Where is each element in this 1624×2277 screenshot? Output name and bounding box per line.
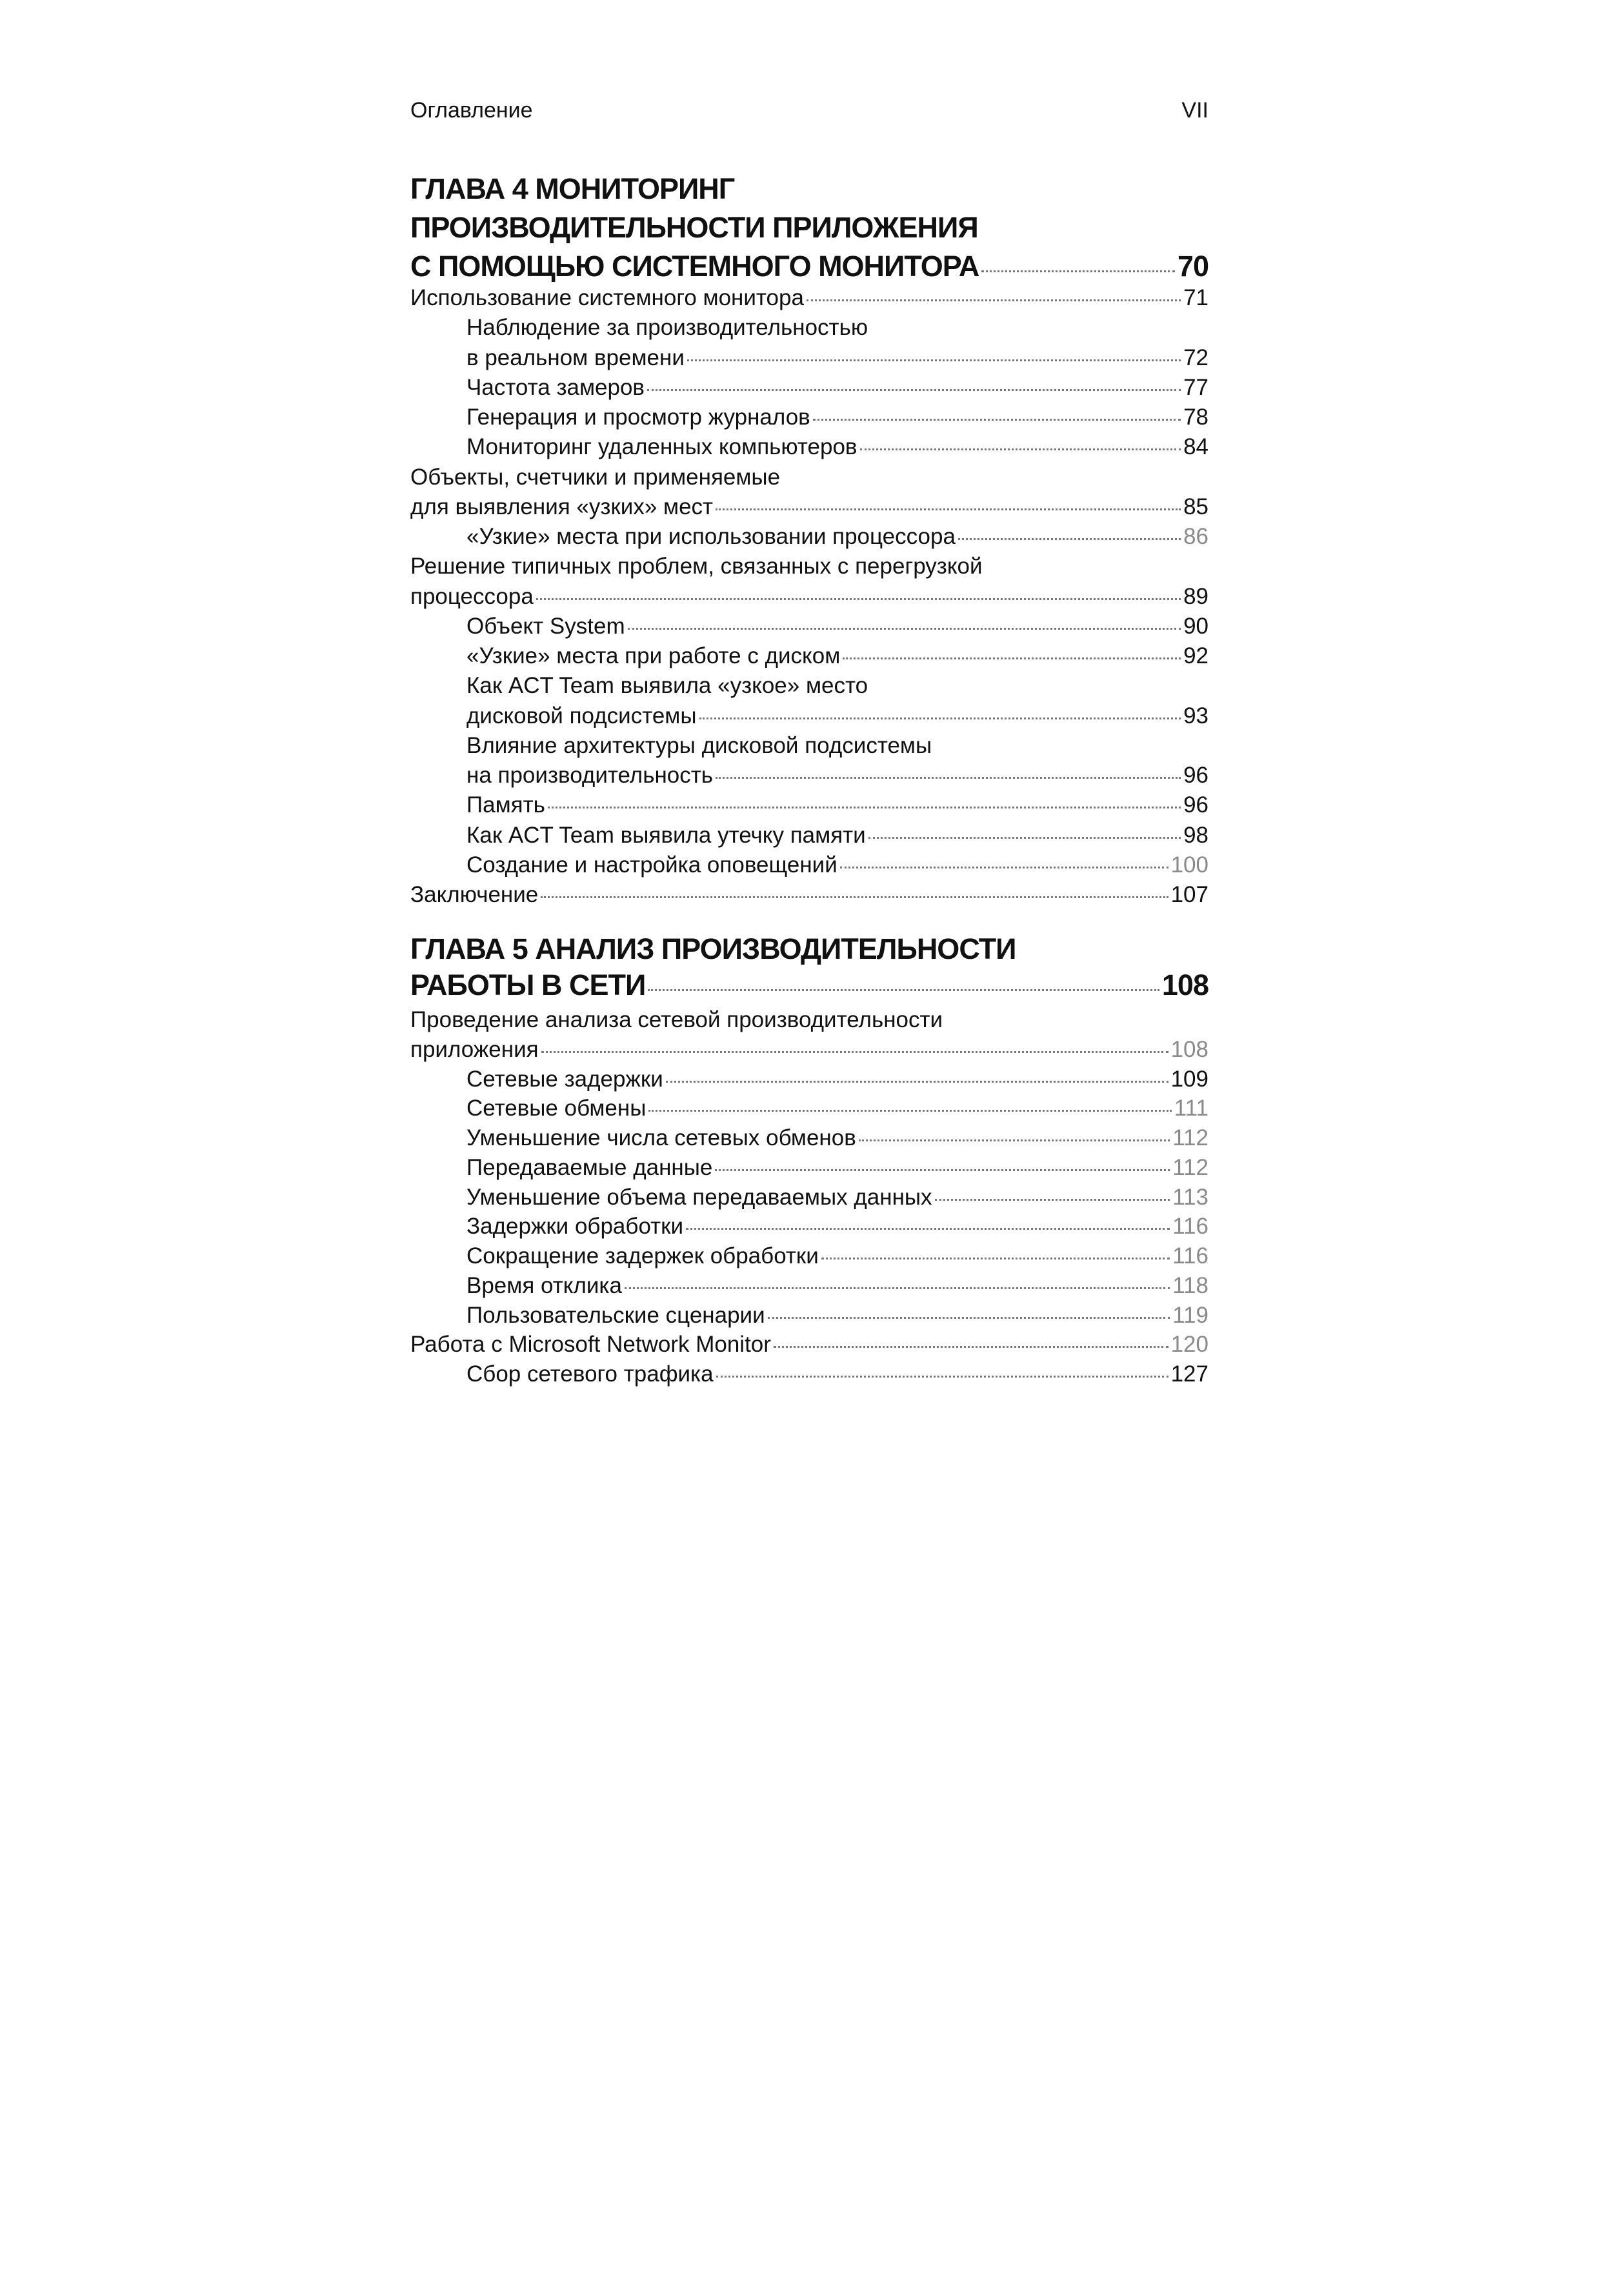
chapter-title-text: С ПОМОЩЬЮ СИСТЕМНОГО МОНИТОРА xyxy=(410,250,979,283)
toc-entry-text: «Узкие» места при использовании процессора xyxy=(466,524,956,549)
toc-entry-text: Как ACT Team выявила утечку памяти xyxy=(466,822,866,848)
dot-leader xyxy=(807,299,1181,301)
toc-page-number: 100 xyxy=(1170,852,1208,878)
page-number: VII xyxy=(1181,98,1208,123)
toc-entry-line xyxy=(410,463,1208,492)
toc-entry xyxy=(410,1241,1208,1271)
toc-entry-text: Сбор сетевого трафика xyxy=(466,1361,714,1387)
toc-page-number: 113 xyxy=(1172,1184,1208,1210)
toc-entry-text: в реальном времени xyxy=(466,345,685,370)
dot-leader xyxy=(958,538,1181,540)
chapter-title-text: ГЛАВА 5 АНАЛИЗ ПРОИЗВОДИТЕЛЬНОСТИ xyxy=(410,932,1016,965)
toc-entry-line xyxy=(410,552,1208,581)
dot-leader xyxy=(686,1228,1170,1230)
toc-page-number: 89 xyxy=(1183,583,1208,609)
toc-entry xyxy=(410,1359,1208,1389)
toc-entry-text: Сетевые обмены xyxy=(466,1096,647,1121)
toc-page-number: 78 xyxy=(1183,405,1208,430)
dot-leader xyxy=(716,1376,1168,1378)
toc-entry xyxy=(410,432,1208,462)
toc-entry-line xyxy=(410,671,1208,701)
dot-leader xyxy=(648,1110,1171,1112)
toc-page-number: 92 xyxy=(1183,643,1208,668)
toc-entry-text: на производительность xyxy=(466,763,714,788)
toc-entry xyxy=(410,522,1208,552)
dot-leader xyxy=(981,270,1175,272)
toc-page-number: 108 xyxy=(1170,1036,1208,1062)
toc-page-number: 118 xyxy=(1172,1272,1208,1298)
toc-entry xyxy=(410,761,1208,790)
chapter-title-text: ПРОИЗВОДИТЕЛЬНОСТИ ПРИЛОЖЕНИЯ xyxy=(410,211,978,244)
toc-entry-text: Влияние архитектуры дисковой подсистемы xyxy=(466,732,932,758)
toc-entry xyxy=(410,1123,1208,1153)
toc-page-number: 116 xyxy=(1172,1214,1208,1239)
dot-leader xyxy=(536,598,1181,600)
toc-entry xyxy=(410,850,1208,880)
toc-page-number: 77 xyxy=(1183,374,1208,400)
toc-entry-text: Объекты, счетчики и применяемые xyxy=(410,464,781,490)
dot-leader xyxy=(648,989,1159,991)
toc-page-number: 86 xyxy=(1183,524,1208,549)
chapter-heading-line xyxy=(410,247,1208,286)
chapter-page-number: 70 xyxy=(1177,250,1208,283)
toc-entry xyxy=(410,582,1208,612)
toc-page-number: 85 xyxy=(1183,494,1208,519)
toc-entry-text: Пользовательские сценарии xyxy=(466,1302,765,1328)
toc-page-number: 119 xyxy=(1172,1302,1208,1328)
toc-entry xyxy=(410,1153,1208,1183)
toc-entry-text: для выявления «узких» мест xyxy=(410,494,714,519)
toc-entry-text: Память xyxy=(466,792,545,818)
toc-entry-text: процессора xyxy=(410,583,534,609)
toc-entry xyxy=(410,1212,1208,1241)
toc-entry xyxy=(410,880,1208,910)
dot-leader xyxy=(699,717,1181,719)
toc-entry-text: Объект System xyxy=(466,613,625,639)
chapter-heading-line xyxy=(410,208,1208,247)
toc-entry-text: Проведение анализа сетевой производительности xyxy=(410,1007,943,1032)
toc-page-number: 111 xyxy=(1174,1096,1208,1121)
toc-entry-text: Решение типичных проблем, связанных с перегрузкой xyxy=(410,554,983,579)
dot-leader xyxy=(687,359,1181,361)
toc-entry xyxy=(410,701,1208,731)
toc-page-number: 90 xyxy=(1183,613,1208,639)
chapter-title-text: РАБОТЫ В СЕТИ xyxy=(410,968,646,1001)
chapter-5-heading xyxy=(410,931,1208,1003)
toc-page-number: 84 xyxy=(1183,434,1208,460)
toc-entry-text: Задержки обработки xyxy=(466,1214,684,1239)
dot-leader xyxy=(935,1199,1170,1201)
toc-entry-text: Время отклика xyxy=(466,1272,622,1298)
dot-leader xyxy=(813,419,1181,421)
toc-entry-line xyxy=(410,1005,1208,1035)
chapter-4-heading xyxy=(410,170,1208,286)
dot-leader xyxy=(860,448,1181,450)
toc-entry xyxy=(410,790,1208,820)
toc-entry-text: Мониторинг удаленных компьютеров xyxy=(466,434,857,460)
toc-page-number: 109 xyxy=(1170,1066,1208,1092)
toc-page-number: 98 xyxy=(1183,822,1208,848)
dot-leader xyxy=(625,1287,1170,1289)
chapter-4-entries xyxy=(410,283,1208,910)
toc-entry xyxy=(410,403,1208,432)
toc-entry xyxy=(410,1065,1208,1094)
dot-leader xyxy=(548,807,1181,808)
toc-page-number: 96 xyxy=(1183,763,1208,788)
toc-entry-text: «Узкие» места при работе с диском xyxy=(466,643,841,668)
toc-entry xyxy=(410,1094,1208,1123)
chapter-heading-line xyxy=(410,931,1208,967)
dot-leader xyxy=(768,1317,1170,1319)
running-header xyxy=(410,98,1208,123)
toc-page-number: 112 xyxy=(1172,1125,1208,1150)
toc-entry-text: Уменьшение объема передаваемых данных xyxy=(466,1184,932,1210)
toc-entry xyxy=(410,641,1208,671)
toc-page-number: 72 xyxy=(1183,345,1208,370)
toc-entry-line xyxy=(410,731,1208,761)
dot-leader xyxy=(541,896,1168,898)
toc-entry-text: Использование системного монитора xyxy=(410,285,804,310)
toc-page-number: 107 xyxy=(1170,882,1208,907)
toc-entry xyxy=(410,1271,1208,1301)
dot-leader xyxy=(859,1139,1170,1141)
dot-leader xyxy=(666,1081,1168,1083)
dot-leader xyxy=(628,628,1181,630)
toc-entry-text: Уменьшение числа сетевых обменов xyxy=(466,1125,856,1150)
toc-entry xyxy=(410,821,1208,850)
toc-entry-text: Генерация и просмотр журналов xyxy=(466,405,810,430)
toc-entry-text: Сокращение задержек обработки xyxy=(466,1243,819,1269)
chapter-title-text: ГЛАВА 4 МОНИТОРИНГ xyxy=(410,172,735,205)
toc-entry xyxy=(410,1183,1208,1212)
running-header-title: Оглавление xyxy=(410,98,533,123)
toc-page-number: 120 xyxy=(1170,1332,1208,1358)
toc-entry-text: Наблюдение за производительностью xyxy=(466,315,868,341)
toc-entry-text: дисковой подсистемы xyxy=(466,703,697,728)
toc-entry-line xyxy=(410,313,1208,343)
dot-leader xyxy=(840,867,1168,868)
dot-leader xyxy=(715,1169,1170,1171)
dot-leader xyxy=(716,508,1181,510)
dot-leader xyxy=(647,389,1181,391)
toc-page-number: 127 xyxy=(1170,1361,1208,1387)
toc-entry xyxy=(410,1301,1208,1330)
toc-entry xyxy=(410,492,1208,522)
dot-leader xyxy=(843,657,1181,659)
toc-entry xyxy=(410,1035,1208,1065)
dot-leader xyxy=(821,1258,1170,1259)
toc-page-number: 96 xyxy=(1183,792,1208,818)
toc-entry-text: Создание и настройка оповещений xyxy=(466,852,837,878)
chapter-heading-line xyxy=(410,967,1208,1003)
chapter-page-number: 108 xyxy=(1161,968,1208,1001)
chapter-heading-line xyxy=(410,170,1208,208)
toc-entry-text: Передаваемые данные xyxy=(466,1154,713,1180)
toc-entry-text: Частота замеров xyxy=(466,374,645,400)
toc-entry-text: Заключение xyxy=(410,882,539,907)
toc-entry xyxy=(410,612,1208,641)
toc-entry-text: Как ACT Team выявила «узкое» место xyxy=(466,673,868,699)
dot-leader xyxy=(774,1346,1168,1348)
chapter-5-entries xyxy=(410,1005,1208,1389)
toc-entry xyxy=(410,1330,1208,1359)
toc-page-number: 71 xyxy=(1183,285,1208,310)
toc-entry-text: приложения xyxy=(410,1036,539,1062)
dot-leader xyxy=(868,837,1181,839)
toc-entry xyxy=(410,343,1208,373)
toc-entry-text: Сетевые задержки xyxy=(466,1066,663,1092)
dot-leader xyxy=(541,1051,1168,1053)
toc-page-number: 116 xyxy=(1172,1243,1208,1269)
toc-page-number: 93 xyxy=(1183,703,1208,728)
dot-leader xyxy=(716,777,1181,779)
toc-entry-text: Работа с Microsoft Network Monitor xyxy=(410,1332,771,1358)
toc-entry xyxy=(410,283,1208,313)
toc-entry xyxy=(410,373,1208,403)
toc-page-number: 112 xyxy=(1172,1154,1208,1180)
